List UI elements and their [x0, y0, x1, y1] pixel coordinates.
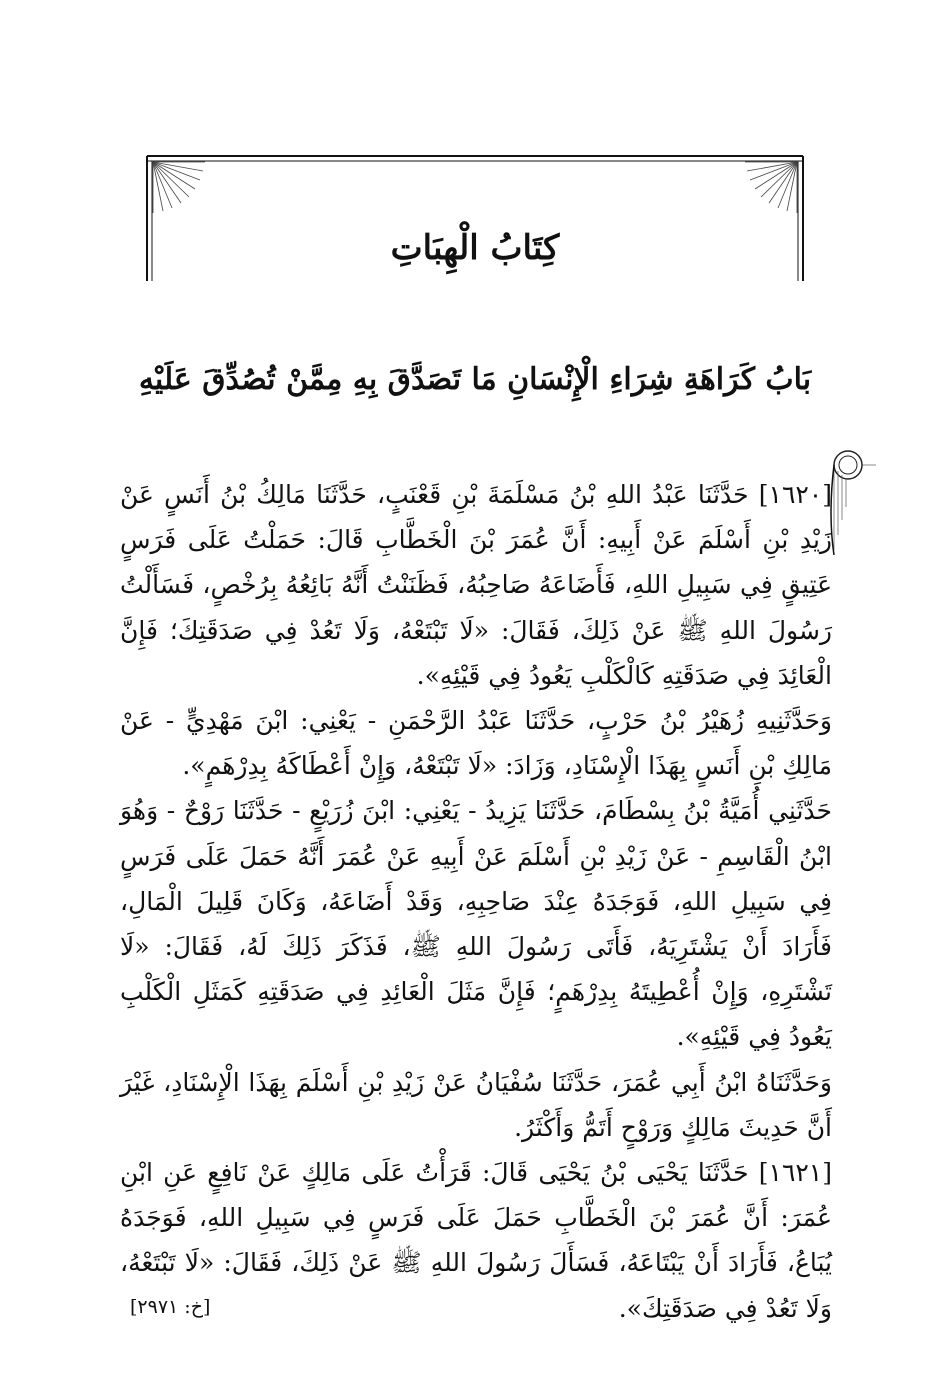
hadith-text-body: [120, 472, 832, 1331]
hadith-paragraph: [١٦٢١] حَدَّثَنَا يَحْيَى بْنُ يَحْيَى قَالَ: قَرَأْتُ عَلَى مَالِكٍ عَنْ نَافِعٍ عَنِ ابْنِ عُمَرَ: أَنَّ عُمَرَ بْنَ الْخَطَّابِ حَمَلَ عَلَى فَرَسٍ فِي سَبِيلِ اللهِ، فَوَجَدَهُ يُبَاعُ، فَأَرَادَ أَنْ يَبْتَاعَهُ، فَسَأَلَ رَسُولَ اللهِ ﷺ عَنْ ذَلِكَ، فَقَالَ: «لَا تَبْتَعْهُ، وَلَا تَعُدْ فِي صَدَقَتِكَ».: [120, 1158, 832, 1323]
hadith-paragraph: [١٦٢٠] حَدَّثَنَا عَبْدُ اللهِ بْنُ مَسْلَمَةَ بْنِ قَعْنَبٍ، حَدَّثَنَا مَالِكُ بْنُ أَنَسٍ عَنْ زَيْدِ بْنِ أَسْلَمَ عَنْ أَبِيهِ: أَنَّ عُمَرَ بْنَ الْخَطَّابِ قَالَ: حَمَلْتُ عَلَى فَرَسٍ عَتِيقٍ فِي سَبِيلِ اللهِ، فَأَضَاعَهُ صَاحِبُهُ، فَظَنَنْتُ أَنَّهُ بَائِعُهُ بِرُخْصٍ، فَسَأَلْتُ رَسُولَ اللهِ ﷺ عَنْ ذَلِكَ، فَقَالَ: «لَا تَبْتَعْهُ، وَلَا تَعُدْ فِي صَدَقَتِكَ؛ فَإِنَّ الْعَائِدَ فِي صَدَقَتِهِ كَالْكَلْبِ يَعُودُ فِي قَيْئِهِ».: [120, 480, 832, 690]
hadith-paragraph: وَحَدَّثَنِيهِ زُهَيْرُ بْنُ حَرْبٍ، حَدَّثَنَا عَبْدُ الرَّحْمَنِ - يَعْنِي: ابْنَ مَهْدِيٍّ - عَنْ مَالِكِ بْنِ أَنَسٍ بِهَذَا الْإِسْنَادِ، وَزَادَ: «لَا تَبْتَعْهُ، وَإِنْ أَعْطَاكَهُ بِدِرْهَمٍ».: [120, 706, 832, 781]
hadith-paragraph: وَحَدَّثَنَاهُ ابْنُ أَبِي عُمَرَ، حَدَّثَنَا سُفْيَانُ عَنْ زَيْدِ بْنِ أَسْلَمَ بِهَذَا الْإِسْنَادِ، غَيْرَ أَنَّ حَدِيثَ مَالِكٍ وَرَوْحٍ أَتَمُّ وَأَكْثَرُ.: [120, 1067, 832, 1142]
chapter-title: بَابُ كَرَاهَةِ شِرَاءِ الْإِنْسَانِ مَا تَصَدَّقَ بِهِ مِمَّنْ تُصُدِّقَ عَلَيْهِ: [138, 362, 812, 397]
book-title: كِتَابُ الْهِبَاتِ: [390, 228, 560, 268]
hadith-paragraph: حَدَّثَنِي أُمَيَّةُ بْنُ بِسْطَامَ، حَدَّثَنَا يَزِيدُ - يَعْنِي: ابْنَ زُرَيْعٍ - حَدَّثَنَا رَوْحٌ - وَهُوَ ابْنُ الْقَاسِمِ - عَنْ زَيْدِ بْنِ أَسْلَمَ عَنْ أَبِيهِ عَنْ عُمَرَ أَنَّهُ حَمَلَ عَلَى فَرَسٍ فِي سَبِيلِ اللهِ، فَوَجَدَهُ عِنْدَ صَاحِبِهِ، وَقَدْ أَضَاعَهُ، وَكَانَ قَلِيلَ الْمَالِ، فَأَرَادَ أَنْ يَشْتَرِيَهُ، فَأَتَى رَسُولَ اللهِ ﷺ، فَذَكَرَ ذَلِكَ لَهُ، فَقَالَ: «لَا تَشْتَرِهِ، وَإِنْ أُعْطِيتَهُ بِدِرْهَمٍ؛ فَإِنَّ مَثَلَ الْعَائِدِ فِي صَدَقَتِهِ كَمَثَلِ الْكَلْبِ يَعُودُ فِي قَيْئِهِ».: [120, 796, 832, 1052]
bukhari-reference: [خ: ٢٩٧١]: [130, 1296, 211, 1318]
